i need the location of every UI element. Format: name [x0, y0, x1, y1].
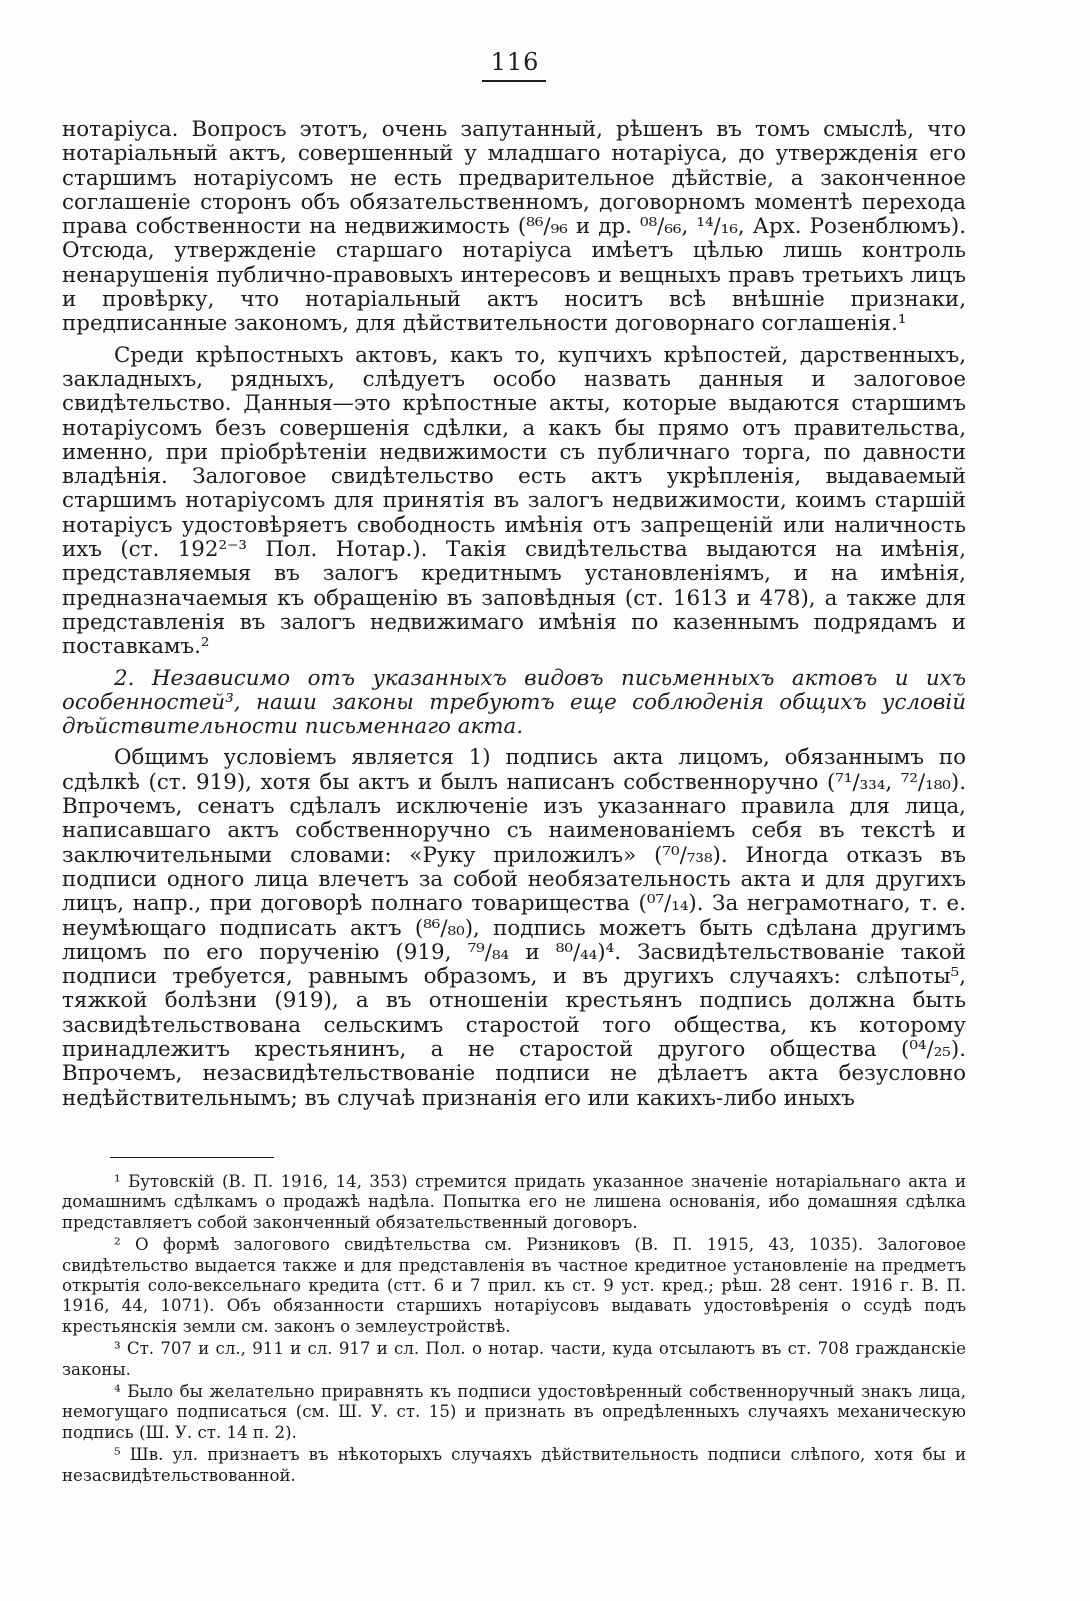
- paragraph-section-2-heading: 2. Независимо отъ указанныхъ видовъ письменныхъ актовъ и ихъ особенностей³, наши законы требуютъ еще соблюденія общихъ условій дѣйствительности письменнаго акта.: [62, 665, 966, 740]
- footnote-3: ³ Ст. 707 и сл., 911 и сл. 917 и сл. Пол. о нотар. части, куда отсылаютъ въ ст. 708 гражданскіе законы.: [62, 1339, 966, 1379]
- footnote-4: ⁴ Было бы желательно приравнять къ подписи удостовѣренный собственноручный знакъ лица, немогущаго подписаться (см. Ш. У. ст. 15) и признать въ опредѣленныхъ случаяхъ механическую подпись (Ш. У. ст. 14 п. 2).: [62, 1382, 966, 1442]
- paragraph-notary-act: нотаріуса. Вопросъ этотъ, очень запутанный, рѣшенъ въ томъ смыслѣ, что нотаріальный актъ, совершенный у младшаго нотаріуса, до утвержденія его старшимъ нотаріусомъ не есть предварительное дѣйствіе, а законченное соглашеніе сторонъ объ обязательственномъ, договорномъ моментѣ перехода права собственности на недвижимость (⁸⁶/₉₆ и др. ⁰⁸/₆₆, ¹⁴/₁₆, Арх. Розенблюмъ). Отсюда, утвержденіе старшаго нотаріуса имѣетъ цѣлью лишь контроль ненарушенія публично-правовыхъ интересовъ и вещныхъ правъ третьихъ лицъ и провѣрку, что нотаріальный актъ носитъ всѣ внѣшніе признаки, предписанные закономъ, для дѣйствительности договорнаго соглашенія.¹: [62, 117, 966, 337]
- footnote-5: ⁵ Шв. ул. признаетъ въ нѣкоторыхъ случаяхъ дѣйствительность подписи слѣпого, хотя бы и незасвидѣтельствованной.: [62, 1445, 966, 1485]
- main-text: [62, 118, 966, 1111]
- footnotes: [62, 1172, 966, 1486]
- footnote-1: ¹ Бутовскій (В. П. 1916, 14, 353) стремится придать указанное значеніе нотаріальнаго акта и домашнимъ сдѣлкамъ о продажѣ надѣла. Попытка его не лишена основанія, ибо домашняя сдѣлка представляетъ собой законченный обязательственный договоръ.: [62, 1172, 966, 1232]
- footnote-separator: [110, 1157, 274, 1158]
- paragraph-general-conditions: Общимъ условіемъ является 1) подпись акта лицомъ, обязаннымъ по сдѣлкѣ (ст. 919), хотя бы актъ и былъ написанъ собственноручно (⁷¹/₃₃₄, ⁷²/₁₈₀). Впрочемъ, сенатъ сдѣлалъ исключеніе изъ указаннаго правила для лица, написавшаго актъ собственноручно съ наименованіемъ себя въ текстѣ и заключительными словами: «Руку приложилъ» (⁷⁰/₇₃₈). Иногда отказъ въ подписи одного лица влечетъ за собой необязательность акта и для другихъ лицъ, напр., при договорѣ полнаго товарищества (⁰⁷/₁₄). За неграмотнаго, т. е. неумѣющаго подписать актъ (⁸⁶/₈₀), подпись можетъ быть сдѣлана другимъ лицомъ по его порученію (919, ⁷⁹/₈₄ и ⁸⁰/₄₄)⁴. Засвидѣтельствованіе такой подписи требуется, равнымъ образомъ, и въ другихъ случаяхъ: слѣпоты⁵, тяжкой болѣзни (919), а въ отношеніи крестьянъ подпись должна быть засвидѣтельствована сельскимъ старостой того общества, къ которому принадлежитъ крестьянинъ, а не старостой другого общества (⁰⁴/₂₅). Впрочемъ, незасвидѣтельствованіе подписи не дѣлаетъ акта безусловно недѣйствительнымъ; въ случаѣ признанія его или какихъ-либо иныхъ: [62, 745, 966, 1111]
- page-number-underline: [482, 80, 546, 82]
- page-number: 116: [490, 48, 540, 76]
- paragraph-fortress-acts: Среди крѣпостныхъ актовъ, какъ то, купчихъ крѣпостей, дарственныхъ, закладныхъ, рядныхъ, слѣдуетъ особо назвать данныя и залоговое свидѣтельство. Данныя—это крѣпостные акты, которые выдаются старшимъ нотаріусомъ безъ совершенія сдѣлки, а какъ бы прямо отъ правительства, именно, при пріобрѣтеніи недвижимости съ публичнаго торга, по давности владѣнія. Залоговое свидѣтельство есть актъ укрѣпленія, выдаваемый старшимъ нотаріусомъ для принятія въ залогъ недвижимости, коимъ старшій нотаріусъ удостовѣряетъ свободность имѣнія отъ запрещеній или наличность ихъ (ст. 192²⁻³ Пол. Нотар.). Такія свидѣтельства выдаются на имѣнія, представляемыя въ залогъ кредитнымъ установленіямъ, и на имѣнія, предназначаемыя къ обращенію въ заповѣдныя (ст. 1613 и 478), а также для представленія въ залогъ недвижимаго имѣнія по казеннымъ подрядамъ и поставкамъ.²: [62, 342, 966, 660]
- footnote-2: ² О формѣ залогового свидѣтельства см. Ризниковъ (В. П. 1915, 43, 1035). Залоговое свидѣтельство выдается также и для представленія въ частное кредитное установленіе на предметъ открытія соло-вексельнаго кредита (стт. 6 и 7 прил. къ ст. 9 уст. кред.; рѣш. 28 сент. 1916 г. В. П. 1916, 44, 1071). Объ обязанности старшихъ нотаріусовъ выдавать удостовѣренія о ссудѣ подъ крестьянскія земли см. законъ о землеустройствѣ.: [62, 1235, 966, 1336]
